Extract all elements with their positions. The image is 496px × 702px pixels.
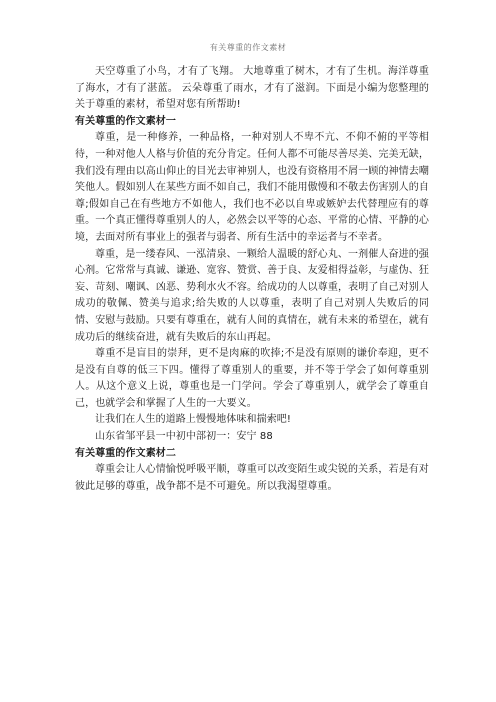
section-2-paragraph-1: 尊重会让人心情愉悦呼吸平顺，尊重可以改变陌生或尖锐的关系，若是有对彼此足够的尊重，战争都不是不可避免。所以我渴望尊重。	[75, 464, 429, 492]
section-1-paragraph-4: 让我们在人生的道路上慢慢地体味和揣索吧!	[95, 414, 292, 426]
section-heading-1: 有关尊重的作文素材一	[75, 115, 176, 127]
section-1-paragraph-1: 尊重，是一种修养，一种品格，一种对别人不卑不亢、不仰不俯的平等相待，一种对他人人格与价值的充分肯定。任何人都不可能尽善尽美、完美无缺，我们没有理由以高山仰止的目光去审神别人，也没有资格用不屑一顾的神情去嘲笑他人。假如别人在某些方面不如自己，我们不能用傲慢和不敬去伤害别人的自尊;假如自己在有些地方不如他人，我们也不必以自卑或嫉妒去代替理应有的尊重。一个真正懂得尊重别人的人，必然会以平等的心态、平常的心情、平静的心境，去面对所有事业上的强者与弱者、所有生活中的幸运者与不幸者。	[75, 132, 429, 243]
intro-paragraph: 天空尊重了小鸟，才有了飞翔。 大地尊重了树木，才有了生机。海洋尊重了海水，才有了湛蓝。 云朵尊重了雨水，才有了滋润。下面是小编为您整理的关于尊重的素材，希望对您有所帮助!	[75, 66, 429, 111]
running-header: 有关尊重的作文素材	[209, 43, 287, 52]
section-1-paragraph-3: 尊重不是盲目的崇拜，更不是肉麻的吹捧;不是没有原则的谦价奉迎，更不是没有自尊的低三下四。懂得了尊重别人的重要，并不等于学会了如何尊重别人。从这个意义上说，尊重也是一门学问。学会了尊重别人，就学会了尊重自己，也就学会和掌握了人生的一大要义。	[75, 348, 429, 409]
section-1-paragraph-2: 尊重，是一缕春风、一泓清泉、一颗给人温暖的舒心丸、一剂催人奋进的强心剂。它常常与真诚、谦逊、宽容、赞赏、善于良、友爱相得益彰，与虚伪、狂妄、苛刻、嘲讽、凶恶、势利水火不容。给成功的人以尊重，表明了自己对别人成功的敬佩、赞美与追求;给失败的人以尊重，表明了自己对别人失败后的同情、安慰与鼓励。只要有尊重在，就有人间的真情在，就有未来的希望在，就有成功后的继续奋进，就有失败后的东山再起。	[75, 248, 429, 343]
document-body	[75, 64, 429, 495]
section-1-signature: 山东省邹平县一中初中部初一：安宁 88	[95, 431, 273, 443]
section-heading-2: 有关尊重的作文素材二	[75, 447, 176, 459]
